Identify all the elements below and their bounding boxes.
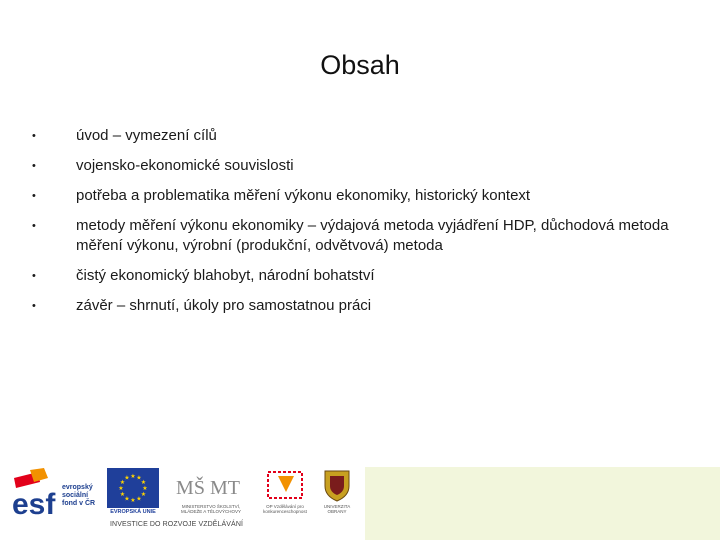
bullet: • bbox=[32, 130, 36, 142]
list-item bbox=[24, 296, 684, 316]
svg-text:★: ★ bbox=[118, 485, 124, 492]
footer-green-panel bbox=[365, 467, 720, 540]
list-item-text: čistý ekonomický blahobyt, národní bohatství bbox=[76, 267, 375, 284]
list-item bbox=[24, 266, 684, 286]
bullet: • bbox=[32, 190, 36, 202]
svg-text:★: ★ bbox=[119, 479, 126, 486]
bullet: • bbox=[32, 300, 36, 312]
bullet: • bbox=[32, 160, 36, 172]
svg-text:★: ★ bbox=[130, 497, 136, 504]
msmt-logo-text: MŠ MT bbox=[176, 477, 240, 499]
list-item bbox=[24, 126, 684, 146]
svg-text:★: ★ bbox=[142, 485, 148, 492]
msmt-logo bbox=[176, 466, 240, 502]
list-item-text: závěr – shrnutí, úkoly pro samostatnou práci bbox=[76, 297, 372, 314]
esf-caption: evropský sociální fond v ČR bbox=[62, 484, 96, 507]
bullet: • bbox=[32, 220, 36, 232]
list-item bbox=[24, 186, 684, 206]
svg-text:★: ★ bbox=[119, 491, 126, 498]
list-item-text: vojensko-ekonomické souvislosti bbox=[76, 157, 294, 174]
op-vk-caption: OP Vzdělávání pro konkurenceschopnost bbox=[263, 504, 307, 514]
svg-text:★: ★ bbox=[140, 479, 147, 486]
list-item-text: potřeba a problematika měření výkonu ekonomiky, historický kontext bbox=[76, 187, 531, 204]
svg-text:★: ★ bbox=[124, 495, 130, 503]
list-item bbox=[24, 216, 684, 256]
footer-logo-strip bbox=[0, 462, 365, 540]
svg-text:★: ★ bbox=[136, 474, 142, 482]
list-item-text: úvod – vymezení cílů bbox=[76, 127, 217, 144]
svg-text:★: ★ bbox=[124, 474, 130, 482]
esf-logo-text: esf bbox=[12, 488, 56, 521]
msmt-caption: MINISTERSTVO ŠKOLSTVÍ, MLÁDEŽE A TĚLOVÝCHOVY bbox=[181, 504, 241, 514]
op-vk-logo bbox=[264, 468, 306, 502]
university-crest-logo bbox=[322, 468, 352, 502]
content-list bbox=[24, 126, 684, 326]
svg-text:★: ★ bbox=[130, 473, 136, 480]
bullet: • bbox=[32, 270, 36, 282]
svg-text:★: ★ bbox=[140, 491, 147, 498]
slide-title: Obsah bbox=[320, 50, 400, 80]
investment-caption: INVESTICE DO ROZVOJE VZDĚLÁVÁNÍ bbox=[110, 521, 244, 528]
list-item bbox=[24, 156, 684, 176]
list-item-text: metody měření výkonu ekonomiky – výdajová metoda vyjádření HDP, důchodová metoda měření výkonu, výrobní (produkční, odvětvová) metoda bbox=[76, 217, 669, 254]
svg-text:★: ★ bbox=[136, 495, 142, 503]
eu-caption: EVROPSKÁ UNIE bbox=[110, 509, 156, 515]
university-caption: UNIVERZITA OBRANY bbox=[323, 504, 351, 514]
eu-flag-logo bbox=[107, 468, 159, 508]
